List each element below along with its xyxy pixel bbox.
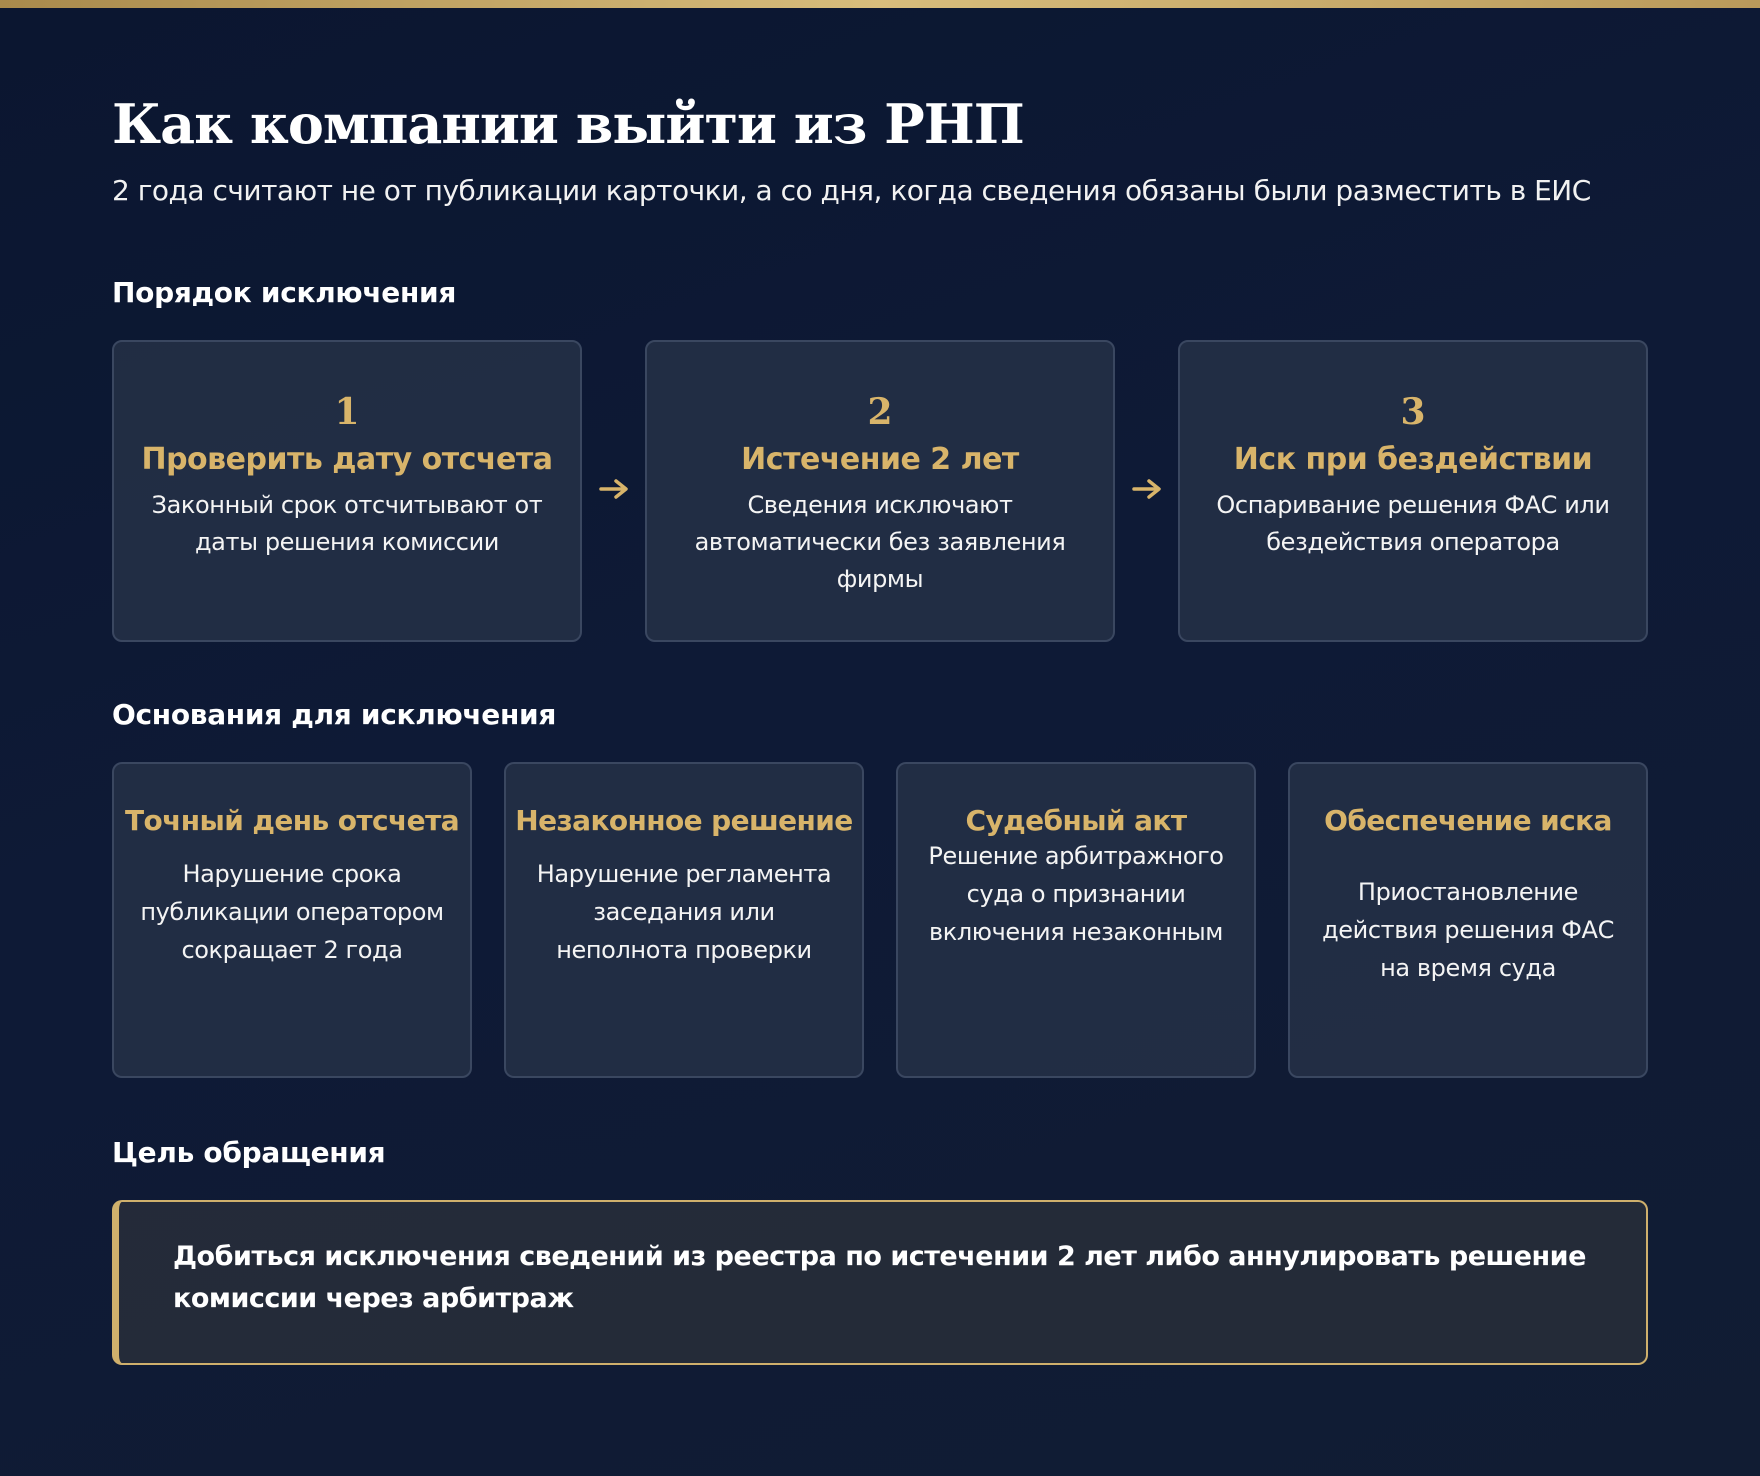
ground-title: Точный день отсчета bbox=[125, 804, 459, 837]
step-title: Иск при бездействии bbox=[1233, 442, 1593, 477]
ground-title: Незаконное решение bbox=[515, 804, 853, 837]
ground-card-2 bbox=[504, 762, 864, 1078]
ground-text: Нарушение регламента заседания или неполнота проверки bbox=[536, 860, 832, 964]
step-number: 3 bbox=[1400, 391, 1426, 433]
step-number: 1 bbox=[334, 391, 360, 433]
ground-card-4 bbox=[1288, 762, 1648, 1078]
ground-text: Приостановление действия решения ФАС на время суда bbox=[1322, 878, 1614, 982]
step-number: 2 bbox=[867, 391, 893, 433]
ground-text: Решение арбитражного суда о признании включения незаконным bbox=[928, 842, 1224, 946]
section-heading-goal: Цель обращения bbox=[112, 1136, 386, 1169]
step-card-2 bbox=[645, 340, 1115, 642]
step-text: Оспаривание решения ФАС или бездействия оператора bbox=[1216, 491, 1610, 556]
page-title: Как компании выйти из РНП bbox=[112, 92, 1024, 156]
step-card-3 bbox=[1178, 340, 1648, 642]
top-accent-bar bbox=[0, 0, 1760, 8]
section-heading-order: Порядок исключения bbox=[112, 276, 456, 309]
step-text: Законный срок отсчитывают от даты решения комиссии bbox=[151, 491, 543, 556]
step-title: Проверить дату отсчета bbox=[141, 442, 553, 477]
arrow-right-icon bbox=[598, 476, 632, 502]
step-card-1 bbox=[112, 340, 582, 642]
arrow-right-icon bbox=[1131, 476, 1165, 502]
ground-title: Судебный акт bbox=[965, 804, 1187, 837]
goal-callout bbox=[112, 1200, 1648, 1365]
ground-card-3 bbox=[896, 762, 1256, 1078]
section-heading-grounds: Основания для исключения bbox=[112, 698, 557, 731]
goal-text: Добиться исключения сведений из реестра по истечении 2 лет либо аннулировать решение комиссии через арбитраж bbox=[173, 1241, 1586, 1314]
page-subtitle: 2 года считают не от публикации карточки, а со дня, когда сведения обязаны были разместить в ЕИС bbox=[112, 174, 1591, 207]
ground-text: Нарушение срока публикации оператором сокращает 2 года bbox=[140, 860, 444, 964]
ground-title: Обеспечение иска bbox=[1324, 804, 1612, 837]
step-text: Сведения исключают автоматически без заявления фирмы bbox=[694, 491, 1066, 593]
step-title: Истечение 2 лет bbox=[741, 442, 1019, 477]
ground-card-1 bbox=[112, 762, 472, 1078]
